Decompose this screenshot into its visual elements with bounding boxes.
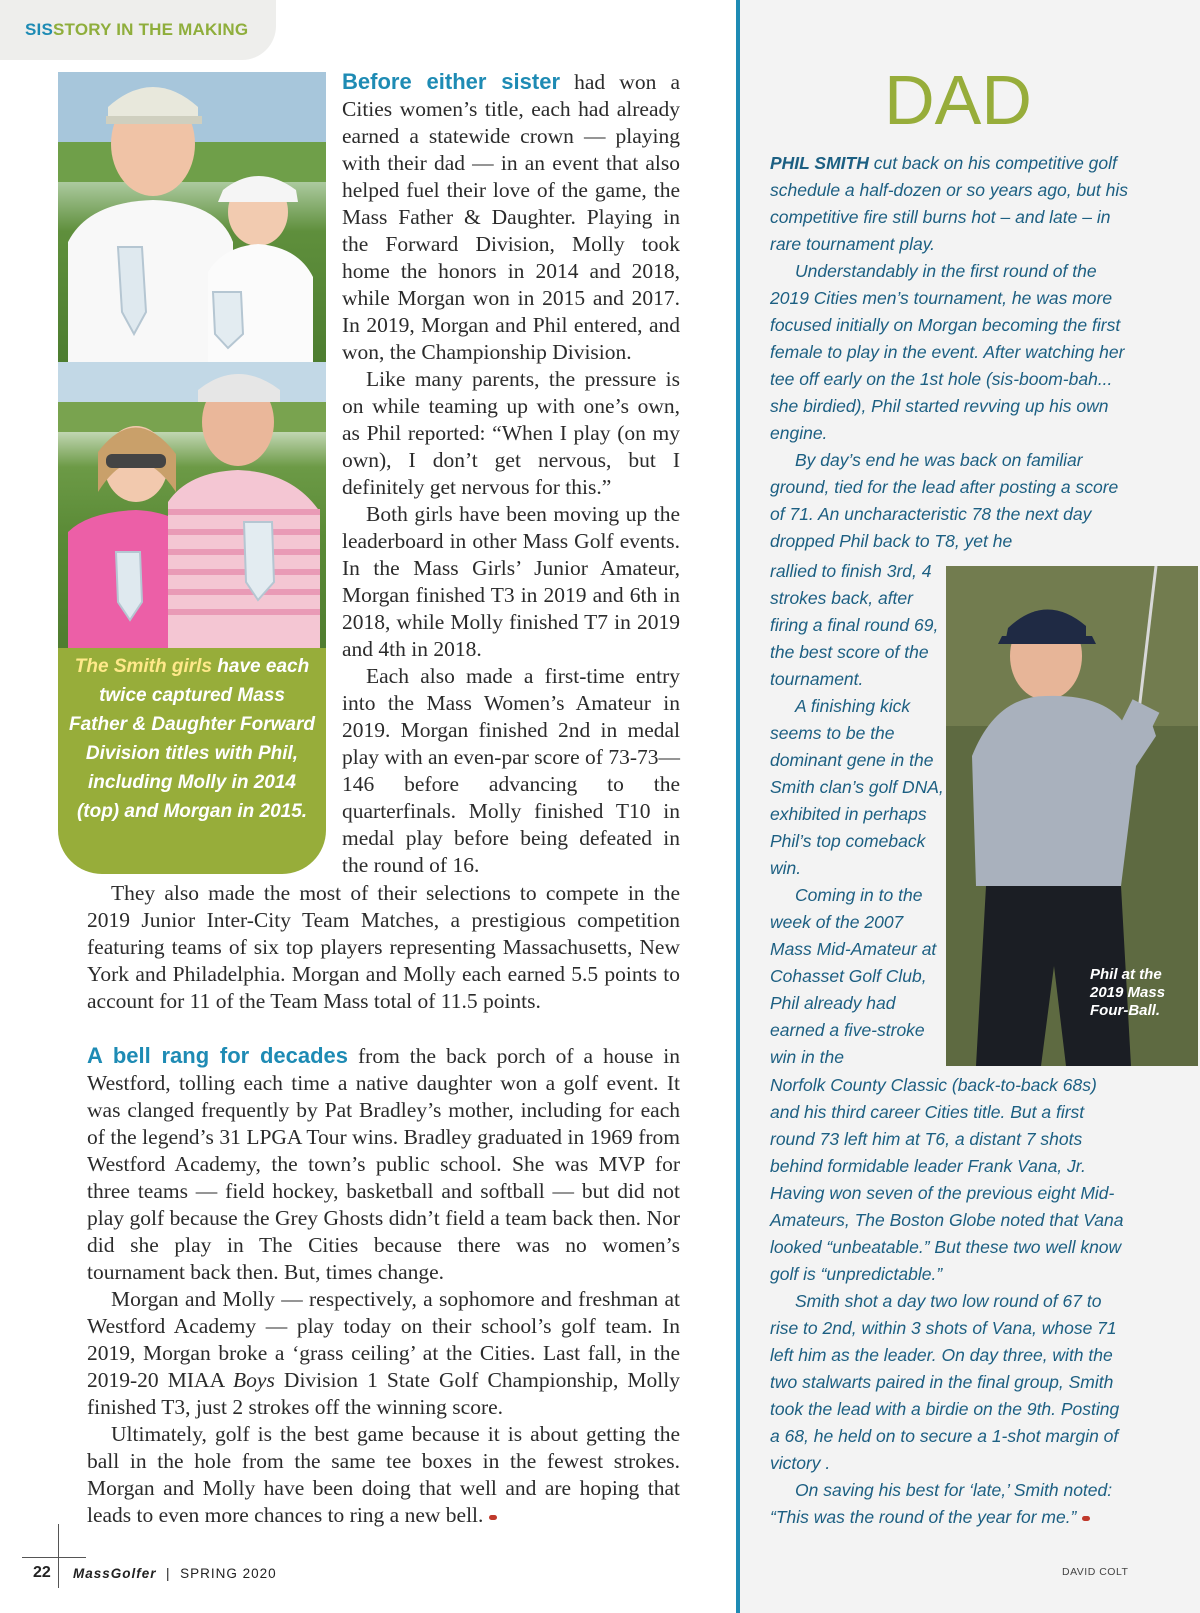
folio-crosshair-horizontal [22,1557,86,1558]
section-label-suffix: STORY IN THE MAKING [53,20,249,39]
article-paragraph-text: from the back porch of a house in Westford, tolling each time a native daughter won a golf event. It was clanged frequently by Pat Bradley’s mother, including for each of the legend’s 31 LPGA Tour wins. Bradley graduated in 1969 from Westford Academy, the town’s public school. She was MVP for three teams — field hockey, basketball and softball — but did not play golf because the Grey Ghosts didn’t field a team back then. Nor did she play in The Cities because there was no women’s tournament back then. But, times change. [87,1044,680,1284]
sidebar-paragraph: A finishing kick seems to be the dominant gene in the Smith clan’s golf DNA, exhibited in perhaps Phil’s top comeback win. [770,696,944,878]
article-column-wide [87,880,680,1015]
sidebar-paragraph: rallied to finish 3rd, 4 strokes back, after firing a final round 69, the best score of the tournament. [770,561,939,689]
magazine-issue-line [73,1566,277,1581]
photo-phil-morgan [58,362,326,654]
article-paragraph-text: Ultimately, golf is the best game because it is about getting the ball in the hole from the same tee boxes in the fewest strokes. Morgan and Molly have been doing that well and are hoping that leads to even more chances to ring a new bell. [87,1422,680,1527]
article-paragraph [342,68,680,366]
article-paragraph-text: had won a Cities women’s title, each had already earned a statewide crown — playing with their dad — in an event that also helped fuel their love of the game, the Mass Father & Daughter. Playing in the Forward Division, Molly took home the honors in 2014 and 2018, while Morgan won in 2015 and 2017. In 2019, Morgan and Phil entered, and won, the Championship Division. [342,70,680,364]
phil-photo-caption: Phil at the 2019 Mass Four-Ball. [1090,966,1166,1019]
article-paragraph: They also made the most of their selections to compete in the 2019 Junior Inter-City Team Matches, a prestigious competition featuring teams of six top players representing Massachusetts, New York and Philadelphia. Morgan and Molly each earned 5.5 points to account for 11 of the Team Mass total of 11.5 points. [87,881,680,1013]
sidebar-paragraph: Smith shot a day two low round of 67 to rise to 2nd, within 3 shots of Vana, whose 71 left him as the leader. On day three, with the two stalwarts paired in the final group, Smith took the lead with a birdie on the 9th. Posting a 68, he held on to secure a 1-shot margin of victory . [770,1291,1120,1473]
sidebar-text-upper [770,150,1130,555]
sidebar-paragraph [770,150,1130,258]
article-paragraph-text: Division 1 State Golf Championship, Molly finished T3, just 2 strokes off the winning score. [87,1368,680,1419]
article-paragraph [87,1421,680,1529]
sidebar-paragraph: Coming in to the week of the 2007 Mass Mid-Amateur at Cohasset Golf Club, Phil already had earned a five-stroke win in the [770,885,937,1067]
folio-crosshair-vertical [58,1524,59,1588]
article-paragraph: Both girls have been moving up the leaderboard in other Mass Golf events. In the Mass Girls’ Junior Amateur, Morgan finished T3 in 2019 and 6th in 2018, while Molly finished T7 in 2019 and 4th in 2018. [342,502,680,661]
section-label-prefix: SIS [25,20,54,39]
article-paragraph [87,1042,680,1286]
sidebar-text-lower [770,1072,1130,1531]
page-number: 22 [33,1564,51,1581]
article-italic-word: Boys [233,1368,275,1392]
sidebar-title: DAD [884,61,1032,139]
article-column-lower [87,1042,680,1529]
end-mark-icon [1082,1516,1090,1521]
magazine-name: MassGolfer [73,1566,157,1581]
sidebar-paragraph: Norfolk County Classic (back-to-back 68s) and his third career Cities title. But a first round 73 left him at T6, a distant 7 shots behind formidable leader Frank Vana, Jr. Having won seven of the previous eight Mid-Amateurs, The Boston Globe noted that Vana looked “unbeatable.” But these two well know golf is “unpredictable.” [770,1075,1124,1284]
caption-lead: The Smith girls [74,656,213,677]
sidebar-paragraph: Understandably in the first round of the 2019 Cities men’s tournament, he was more focused initially on Morgan becoming the first female to play in the event. After watching her tee off early on the 1st hole (sis-boom-bah... she birdied), Phil started revving up his own engine. [770,261,1125,443]
article-lead-in: Before either sister [342,69,561,94]
article-paragraph: Like many parents, the pressure is on while teaming up with one’s own, as Phil reported: “When I play (on my own), I don’t get nervous, but I definitely get nervous for this.” [342,367,680,499]
sidebar-text-narrow [770,558,946,1071]
sidebar-paragraph: By day’s end he was back on familiar ground, tied for the lead after posting a score of 71. An uncharacteristic 78 the next day dropped Phil back to T8, yet he [770,450,1119,551]
sidebar-lead-in: PHIL SMITH [770,153,869,173]
sidebar-paragraph [770,1477,1130,1531]
article-paragraph-text: Morgan and Molly — respectively, a sophomore and freshman at Westford Academy — play today on their school’s golf team. In 2019, Morgan broke a ‘grass ceiling’ at the Cities. Last fall, in the 2019-20 MIAA [87,1287,680,1392]
photo-credit: DAVID COLT [1062,1566,1129,1578]
photo-phil-molly [58,72,326,362]
photo-caption [58,648,326,874]
article-column-upper [342,68,680,879]
end-mark-icon [489,1515,497,1520]
issue-label: SPRING 2020 [180,1566,277,1581]
sidebar-paragraph-text: cut back on his competitive golf schedule a half-dozen or so years ago, but his competitive fire still burns hot – and late – in rare tournament play. [770,153,1128,254]
caption-text: have each twice captured Mass Father & Daughter Forward Division titles with Phil, including Molly in 2014 (top) and Morgan in 2015. [69,656,315,822]
article-paragraph: Each also made a first-time entry into the Mass Women’s Amateur in 2019. Morgan finished 2nd in medal play with an even-par score of 73-73—146 before advancing to the quarterfinals. Molly finished T10 in medal play before being defeated in the round of 16. [342,664,680,877]
sidebar-paragraph-text: On saving his best for ‘late,’ Smith noted: “This was the round of the year for me.” [770,1480,1113,1527]
article-paragraph [87,1286,680,1421]
section-label [25,20,248,40]
photo-phil-swing [946,566,1198,1066]
footer-separator: | [166,1566,171,1581]
article-lead-in: A bell rang for decades [87,1043,348,1068]
sidebar-divider [736,0,740,1613]
photo-illustration-bottom [58,362,326,654]
photo-illustration-top [58,72,326,362]
